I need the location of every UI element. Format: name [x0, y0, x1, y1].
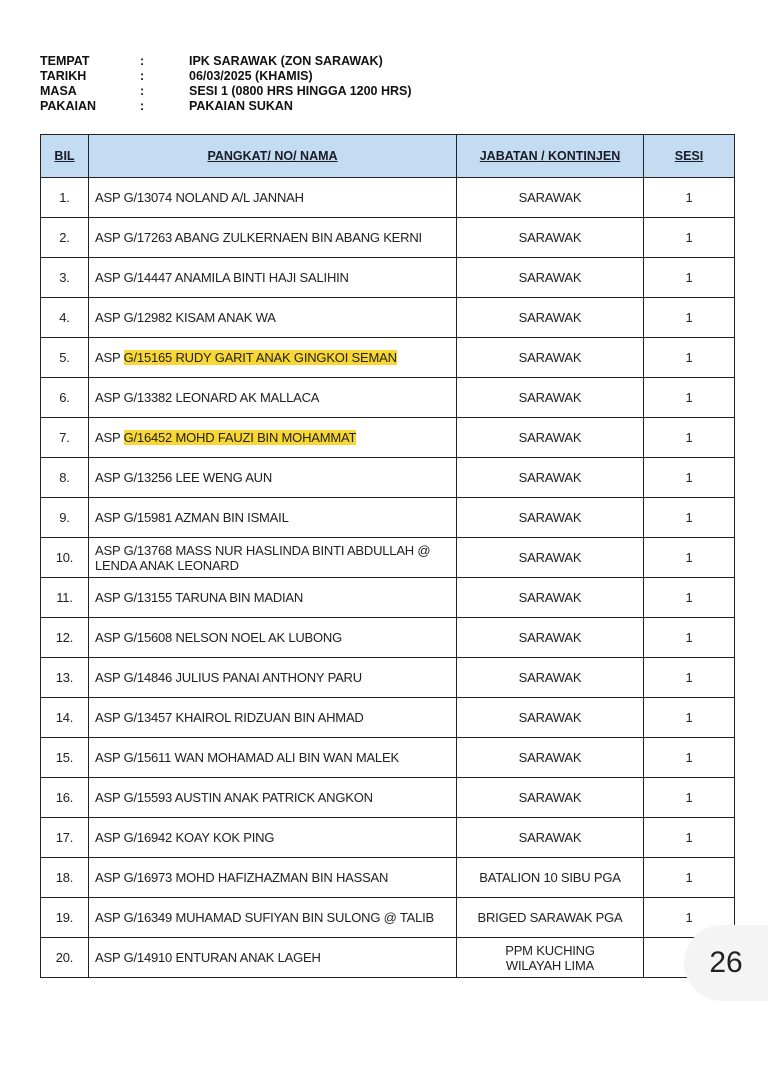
table-row [41, 498, 735, 538]
cell-sesi: 1 [644, 418, 735, 458]
cell-jabatan: SARAWAK [457, 258, 644, 298]
officer-name: G/12982 KISAM ANAK WA [123, 310, 276, 325]
table-row [41, 418, 735, 458]
cell-sesi: 1 [644, 498, 735, 538]
cell-jabatan: SARAWAK [457, 818, 644, 858]
cell-bil: 10. [41, 538, 89, 578]
header-sesi: SESI [644, 135, 735, 178]
cell-name [89, 498, 457, 538]
table-row [41, 818, 735, 858]
info-colon: : [140, 69, 145, 83]
cell-name [89, 578, 457, 618]
officer-name: G/13768 MASS NUR HASLINDA BINTI ABDULLAH @ LENDA ANAK LEONARD [95, 542, 431, 573]
cell-sesi: 1 [644, 778, 735, 818]
cell-name [89, 818, 457, 858]
cell-jabatan: SARAWAK [457, 418, 644, 458]
table-row [41, 778, 735, 818]
cell-jabatan: SARAWAK [457, 578, 644, 618]
officer-name: G/14846 JULIUS PANAI ANTHONY PARU [123, 670, 362, 685]
header-name: PANGKAT/ NO/ NAMA [89, 135, 457, 178]
cell-bil: 17. [41, 818, 89, 858]
cell-name [89, 218, 457, 258]
cell-bil: 9. [41, 498, 89, 538]
rank: ASP [95, 790, 121, 805]
rank: ASP [95, 390, 121, 405]
cell-bil: 18. [41, 858, 89, 898]
officer-name: G/15981 AZMAN BIN ISMAIL [123, 510, 289, 525]
cell-sesi: 1 [644, 818, 735, 858]
highlighted-name: G/16452 MOHD FAUZI BIN MOHAMMAT [123, 430, 357, 445]
table-row [41, 658, 735, 698]
cell-bil: 12. [41, 618, 89, 658]
cell-bil: 8. [41, 458, 89, 498]
info-value: 06/03/2025 (KHAMIS) [189, 69, 313, 83]
cell-sesi: 1 [644, 378, 735, 418]
table-row [41, 738, 735, 778]
info-label: MASA [40, 84, 77, 98]
cell-sesi: 1 [644, 898, 735, 938]
cell-name [89, 658, 457, 698]
cell-sesi: 1 [644, 298, 735, 338]
table-row [41, 938, 735, 978]
cell-sesi: 1 [644, 858, 735, 898]
info-colon: : [140, 99, 145, 113]
cell-sesi: 1 [644, 258, 735, 298]
cell-jabatan: SARAWAK [457, 338, 644, 378]
cell-sesi: 1 [644, 178, 735, 218]
page-number: 26 [709, 946, 743, 979]
cell-name [89, 418, 457, 458]
cell-jabatan: PPM KUCHING WILAYAH LIMA [457, 938, 644, 978]
cell-bil: 20. [41, 938, 89, 978]
table-row [41, 178, 735, 218]
cell-bil: 1. [41, 178, 89, 218]
officer-name: G/13155 TARUNA BIN MADIAN [123, 590, 304, 605]
officer-name: G/14910 ENTURAN ANAK LAGEH [123, 950, 321, 965]
cell-bil: 3. [41, 258, 89, 298]
table-body [41, 178, 735, 978]
info-row-pakaian [40, 99, 412, 114]
cell-name [89, 178, 457, 218]
info-row-tempat [40, 54, 412, 69]
cell-sesi: 1 [644, 578, 735, 618]
officer-name: G/15608 NELSON NOEL AK LUBONG [123, 630, 343, 645]
rank: ASP [95, 542, 121, 558]
officer-name: G/15611 WAN MOHAMAD ALI BIN WAN MALEK [123, 750, 399, 765]
cell-jabatan: BATALION 10 SIBU PGA [457, 858, 644, 898]
rank: ASP [95, 630, 121, 645]
info-value: SESI 1 (0800 HRS HINGGA 1200 HRS) [189, 84, 412, 98]
info-colon: : [140, 84, 145, 98]
rank: ASP [95, 350, 121, 365]
cell-name [89, 258, 457, 298]
cell-name [89, 338, 457, 378]
table-header-row [41, 135, 735, 178]
cell-jabatan: SARAWAK [457, 698, 644, 738]
info-label: TEMPAT [40, 54, 90, 68]
cell-bil: 6. [41, 378, 89, 418]
cell-name [89, 538, 457, 578]
cell-name [89, 698, 457, 738]
cell-bil: 16. [41, 778, 89, 818]
rank: ASP [95, 230, 121, 245]
cell-jabatan: SARAWAK [457, 538, 644, 578]
cell-name [89, 298, 457, 338]
officer-name: G/13256 LEE WENG AUN [123, 470, 273, 485]
cell-name [89, 618, 457, 658]
officer-name: G/14447 ANAMILA BINTI HAJI SALIHIN [123, 270, 349, 285]
table-row [41, 698, 735, 738]
officer-name: G/13382 LEONARD AK MALLACA [123, 390, 320, 405]
cell-bil: 19. [41, 898, 89, 938]
rank: ASP [95, 270, 121, 285]
cell-name [89, 898, 457, 938]
table-row [41, 378, 735, 418]
rank: ASP [95, 590, 121, 605]
cell-jabatan: SARAWAK [457, 778, 644, 818]
table-row [41, 858, 735, 898]
cell-name [89, 378, 457, 418]
cell-bil: 5. [41, 338, 89, 378]
table-row [41, 258, 735, 298]
session-info [40, 54, 412, 114]
officer-name: G/15593 AUSTIN ANAK PATRICK ANGKON [123, 790, 373, 805]
rank: ASP [95, 190, 121, 205]
info-value: PAKAIAN SUKAN [189, 99, 293, 113]
rank: ASP [95, 470, 121, 485]
officer-name: G/13457 KHAIROL RIDZUAN BIN AHMAD [123, 710, 364, 725]
cell-jabatan: SARAWAK [457, 618, 644, 658]
cell-name [89, 938, 457, 978]
cell-bil: 14. [41, 698, 89, 738]
cell-sesi: 1 [644, 618, 735, 658]
cell-bil: 13. [41, 658, 89, 698]
highlighted-name: G/15165 RUDY GARIT ANAK GINGKOI SEMAN [123, 350, 397, 365]
cell-jabatan: SARAWAK [457, 498, 644, 538]
cell-sesi: 1 [644, 738, 735, 778]
table-row [41, 578, 735, 618]
cell-sesi: 1 [644, 218, 735, 258]
cell-sesi: 1 [644, 658, 735, 698]
info-label: PAKAIAN [40, 99, 97, 113]
info-colon: : [140, 54, 145, 68]
cell-name [89, 458, 457, 498]
rank: ASP [95, 510, 121, 525]
rank: ASP [95, 670, 121, 685]
cell-sesi: 1 [644, 338, 735, 378]
officer-name: G/17263 ABANG ZULKERNAEN BIN ABANG KERNI [123, 230, 422, 245]
header-bil: BIL [41, 135, 89, 178]
cell-jabatan: SARAWAK [457, 178, 644, 218]
cell-bil: 11. [41, 578, 89, 618]
table-row [41, 338, 735, 378]
officer-name: G/16349 MUHAMAD SUFIYAN BIN SULONG @ TALIB [123, 910, 434, 925]
header-jabatan: JABATAN / KONTINJEN [457, 135, 644, 178]
cell-jabatan: SARAWAK [457, 298, 644, 338]
cell-bil: 2. [41, 218, 89, 258]
cell-sesi: 1 [644, 538, 735, 578]
info-row-tarikh [40, 69, 412, 84]
table-row [41, 898, 735, 938]
info-label: TARIKH [40, 69, 87, 83]
cell-name [89, 778, 457, 818]
cell-name [89, 858, 457, 898]
officer-name: G/13074 NOLAND A/L JANNAH [123, 190, 304, 205]
table-row [41, 458, 735, 498]
table-row [41, 298, 735, 338]
participant-table [40, 134, 735, 978]
cell-name [89, 738, 457, 778]
cell-jabatan: SARAWAK [457, 658, 644, 698]
cell-jabatan: SARAWAK [457, 218, 644, 258]
rank: ASP [95, 870, 121, 885]
cell-bil: 4. [41, 298, 89, 338]
info-row-masa [40, 84, 412, 99]
info-value: IPK SARAWAK (ZON SARAWAK) [189, 54, 383, 68]
cell-bil: 15. [41, 738, 89, 778]
cell-jabatan: SARAWAK [457, 458, 644, 498]
cell-jabatan: BRIGED SARAWAK PGA [457, 898, 644, 938]
page-number-badge [684, 925, 768, 1001]
table-row [41, 618, 735, 658]
rank: ASP [95, 950, 121, 965]
cell-bil: 7. [41, 418, 89, 458]
table-row [41, 218, 735, 258]
cell-jabatan: SARAWAK [457, 378, 644, 418]
rank: ASP [95, 310, 121, 325]
officer-name: G/16973 MOHD HAFIZHAZMAN BIN HASSAN [123, 870, 389, 885]
cell-sesi: 1 [644, 458, 735, 498]
rank: ASP [95, 430, 121, 445]
cell-jabatan: SARAWAK [457, 738, 644, 778]
rank: ASP [95, 750, 121, 765]
rank: ASP [95, 830, 121, 845]
rank: ASP [95, 910, 121, 925]
officer-name: G/16942 KOAY KOK PING [123, 830, 275, 845]
rank: ASP [95, 710, 121, 725]
table-row [41, 538, 735, 578]
cell-sesi: 1 [644, 698, 735, 738]
